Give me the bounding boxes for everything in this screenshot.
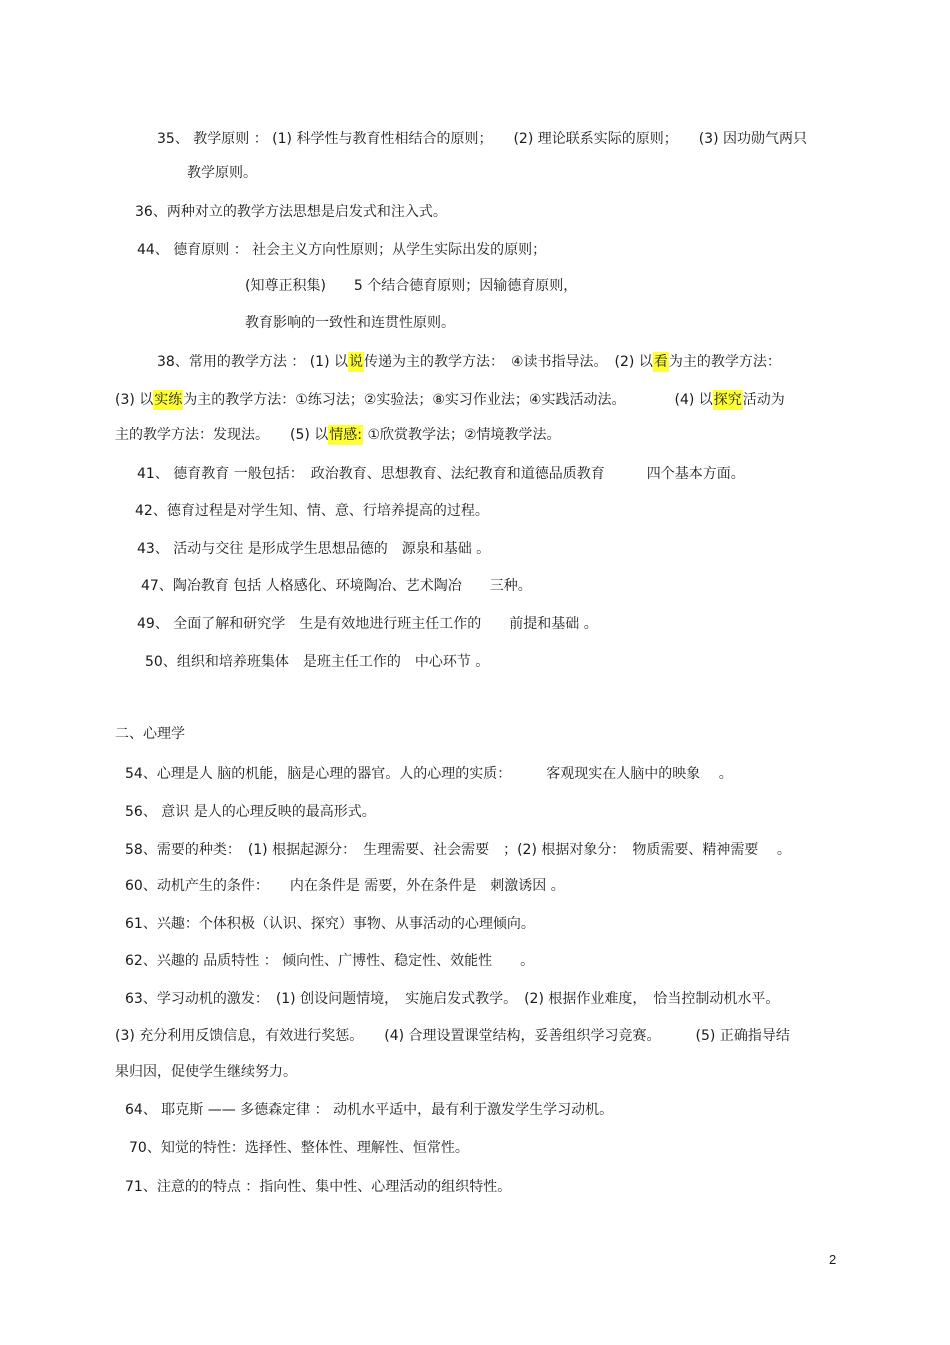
item-56: 56、 意识 是人的心理反映的最高形式。: [125, 804, 376, 820]
item-43: 43、 活动与交往 是形成学生思想品德的 源泉和基础 。: [137, 541, 491, 557]
item-63-line-1: 63、学习动机的激发： (1) 创设问题情境， 实施启发式教学。 (2) 根据作业难度， 恰当控制动机水平。: [125, 991, 780, 1007]
item-63-line-2: (3) 充分利用反馈信息，有效进行奖惩。 (4) 合理设置课堂结构，妥善组织学习竞赛。 (5) 正确指导结: [115, 1028, 790, 1044]
item-38-text: 为主的教学方法：: [668, 354, 781, 370]
item-38-text: 活动为: [742, 392, 785, 408]
item-58: 58、需要的种类： (1) 根据起源分： 生理需要、社会需要 ；(2) 根据对象分： 物质需要、精神需要 。: [125, 842, 791, 858]
item-38-text: 传递为主的教学方法： ④读书指导法。 (2) 以: [364, 354, 653, 370]
item-42: 42、德育过程是对学生知、情、意、行培养提高的过程。: [135, 503, 489, 519]
item-36: 36、两种对立的教学方法思想是启发式和注入式。: [135, 204, 447, 220]
item-44-line-3: 教育影响的一致性和连贯性原则。: [245, 315, 455, 331]
item-38-text: (3) 以: [115, 392, 154, 408]
item-38-line-2: [115, 390, 785, 410]
item-47: 47、陶冶教育 包括 人格感化、环境陶冶、艺术陶冶 三种。: [141, 578, 532, 594]
highlight-practice: 实练: [154, 392, 183, 408]
item-44-line-1: 44、 德育原则 ： 社会主义方向性原则；从学生实际出发的原则；: [137, 242, 547, 258]
highlight-look: 看: [653, 354, 668, 370]
item-49: 49、 全面了解和研究学 生是有效地进行班主任工作的 前提和基础 。: [137, 616, 598, 632]
item-60: 60、动机产生的条件： 内在条件是 需要，外在条件是 刺激诱因 。: [125, 878, 565, 894]
item-38-line-3: [115, 425, 561, 445]
page-number: 2: [829, 1252, 837, 1267]
item-54: 54、心理是人 脑的机能，脑是心理的器官。人的心理的实质： 客观现实在人脑中的映象 。: [125, 766, 733, 782]
item-44-line-2: (知尊正积集) 5 个结合德育原则；因输德育原则，: [245, 278, 578, 294]
highlight-speak: 说: [349, 354, 363, 370]
highlight-explore: 探究: [713, 392, 742, 408]
item-38-text: 为主的教学方法：①练习法；②实验法；⑧实习作业法；④实践活动法。 (4) 以: [183, 392, 713, 408]
item-61: 61、兴趣：个体积极（认识、探究）事物、从事活动的心理倾向。: [125, 916, 535, 932]
item-62: 62、兴趣的 品质特性 ： 倾向性、广博性、稳定性、效能性 。: [125, 953, 535, 969]
item-38-line-1: [157, 352, 781, 372]
item-63-line-3: 果归因，促使学生继续努力。: [115, 1064, 297, 1080]
item-38-text: 38、常用的教学方法 ： (1) 以: [157, 354, 348, 370]
item-64: 64、 耶克斯 —— 多德森定律 ： 动机水平适中，最有利于激发学生学习动机。: [125, 1102, 614, 1118]
item-35-line-2: 教学原则。: [187, 165, 257, 181]
item-70: 70、知觉的特性：选择性、整体性、理解性、恒常性。: [129, 1140, 469, 1156]
item-35-line-1: 35、 教学原则 ： (1) 科学性与教育性相结合的原则； (2) 理论联系实际的原则； (3) 因功勋气两只: [157, 131, 808, 147]
highlight-emotion: 情感:: [329, 427, 362, 443]
item-50: 50、组织和培养班集体 是班主任工作的 中心环节 。: [145, 654, 490, 670]
item-38-text: 主的教学方法：发现法。 (5) 以: [115, 427, 329, 443]
item-38-text: ①欣赏教学法；②情境教学法。: [363, 427, 561, 443]
item-71: 71、注意的的特点 ：指向性、集中性、心理活动的组织特性。: [125, 1179, 512, 1195]
section-heading-psychology: 二、心理学: [115, 726, 185, 742]
item-41: 41、 德育教育 一般包括： 政治教育、思想教育、法纪教育和道德品质教育 四个基本方面。: [137, 466, 745, 482]
